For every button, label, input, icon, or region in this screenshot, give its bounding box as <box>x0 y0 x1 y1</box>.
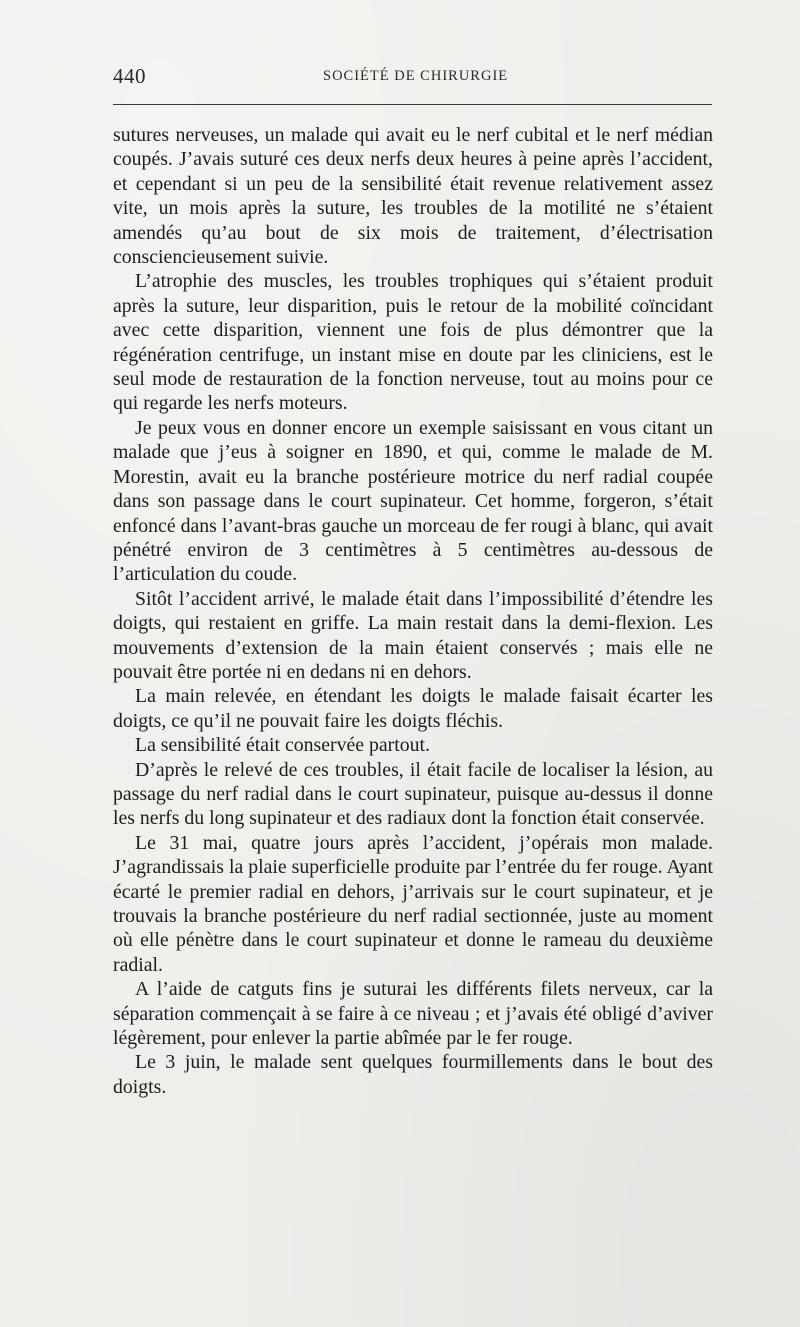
paragraph: Je peux vous en donner encore un exemple saisissant en vous citant un malade que j’eus à soigner en 1890, et qui, comme le malade de M. Morestin, avait eu la branche postérieure motrice du nerf radial coupée dans son passage dans le court supinateur. Cet homme, forgeron, s’était enfoncé dans l’avant-bras gauche un morceau de fer rougi à blanc, qui avait pénétré environ de 3 centimètres à 5 centimètres au-dessous de l’articulation du coude. <box>113 416 713 586</box>
paragraph: L’atrophie des muscles, les troubles trophiques qui s’étaient produit après la suture, leur disparition, puis le retour de la mobilité coïncidant avec cette disparition, viennent une fois de plus démontrer que la régénération centrifuge, un instant mise en doute par les cliniciens, est le seul mode de restauration de la fonction nerveuse, tout au moins pour ce qui regarde les nerfs moteurs. <box>113 270 713 415</box>
paragraph: D’après le relevé de ces troubles, il était facile de localiser la lésion, au passage du nerf radial dans le court supinateur, puisque au-dessus il donne les nerfs du long supinateur et des radiaux dont la fonction était conservée. <box>113 758 713 830</box>
body-text <box>113 123 713 1099</box>
paragraph: Le 31 mai, quatre jours après l’accident, j’opérais mon malade. J’agrandissais la plaie superficielle produite par l’entrée du fer rouge. Ayant écarté le premier radial en dehors, j’arrivais sur le court supinateur, et je trouvais la branche postérieure du nerf radial sectionnée, juste au moment où elle pénètre dans le court supinateur et donne le rameau du deuxième radial. <box>113 831 713 976</box>
running-title: SOCIÉTÉ DE CHIRURGIE <box>323 68 509 84</box>
paragraph: La main relevée, en étendant les doigts le malade faisait écarter les doigts, ce qu’il ne pouvait faire les doigts fléchis. <box>113 685 713 732</box>
paragraph: Sitôt l’accident arrivé, le malade était dans l’impossibilité d’étendre les doigts, qui restaient en griffe. La main restait dans la demi-flexion. Les mouvements d’extension de la main étaient conservés ; mais elle ne pouvait être portée ni en dedans ni en dehors. <box>113 587 713 683</box>
paragraph: Le 3 juin, le malade sent quelques fourmillements dans le bout des doigts. <box>113 1051 713 1098</box>
header-rule <box>113 104 712 105</box>
running-head <box>113 64 713 88</box>
paragraph: A l’aide de catguts fins je suturai les différents filets nerveux, car la séparation commençait à se faire à ce niveau ; et j’avais été obligé d’aviver légèrement, pour enlever la partie abîmée par le fer rouge. <box>113 978 713 1050</box>
page-number: 440 <box>113 64 146 88</box>
paragraph: sutures nerveuses, un malade qui avait eu le nerf cubital et le nerf médian coupés. J’avais suturé ces deux nerfs deux heures à peine après l’accident, et cependant si un peu de la sensibilité était revenue relativement assez vite, un mois après la suture, les troubles de la motilité ne s’étaient amendés qu’au bout de six mois de traitement, d’électrisation consciencieusement suivie. <box>113 124 713 269</box>
paragraph: La sensibilité était conservée partout. <box>135 734 430 757</box>
